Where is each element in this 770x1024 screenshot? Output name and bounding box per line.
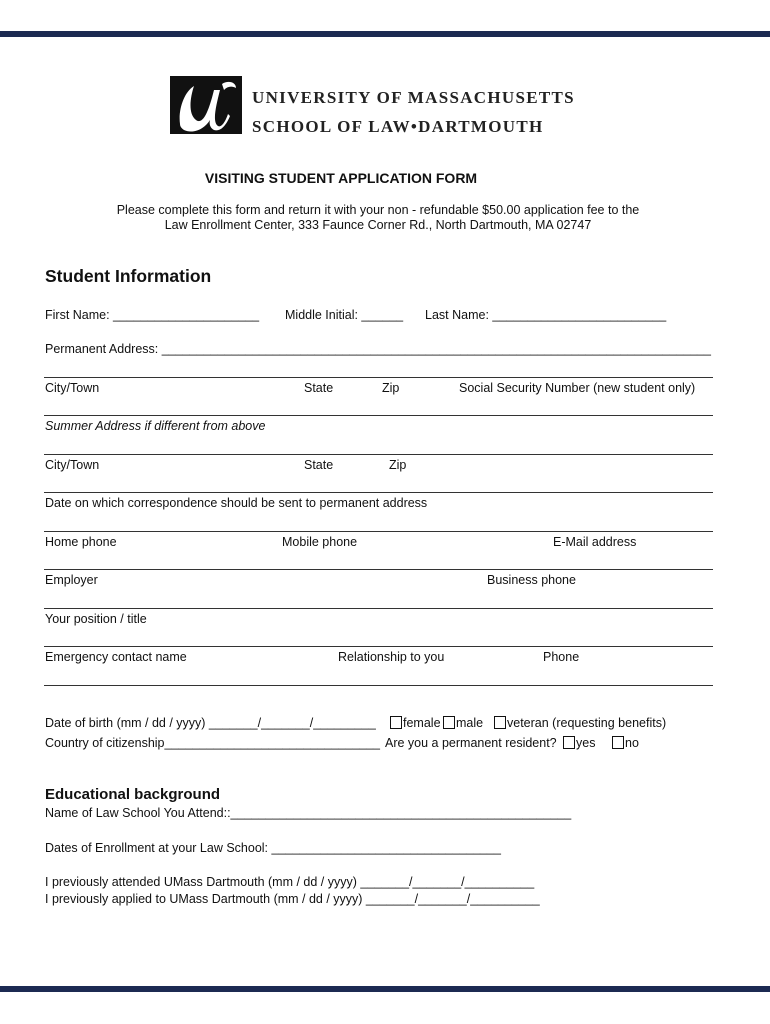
label-email: E-Mail address (553, 535, 637, 549)
label-city-town-2: City/Town (45, 458, 100, 472)
gender-female-option[interactable] (390, 716, 441, 730)
form-title: VISITING STUDENT APPLICATION FORM (204, 170, 478, 186)
label-summer-address: Summer Address if different from above (45, 419, 266, 433)
label-mobile-phone: Mobile phone (282, 535, 358, 549)
female-label: female (403, 716, 441, 730)
label-state: State (304, 381, 334, 395)
label-business-phone: Business phone (487, 573, 576, 587)
first-name-field[interactable]: First Name: _____________________ (45, 308, 260, 322)
male-checkbox[interactable] (443, 716, 455, 729)
yes-label: yes (576, 736, 596, 750)
label-zip: Zip (382, 381, 400, 395)
correspondence-line[interactable] (44, 531, 713, 532)
date-of-birth-field[interactable]: Date of birth (mm / dd / yyyy) _______/_______/_________ (45, 716, 376, 730)
label-emergency-contact: Emergency contact name (45, 650, 187, 664)
label-employer: Employer (45, 573, 98, 587)
country-of-citizenship-field[interactable]: Country of citizenship_______________________________ (45, 736, 381, 750)
top-border-bar (0, 31, 770, 37)
city-state-zip-line[interactable] (44, 415, 713, 416)
previously-attended-field[interactable]: I previously attended UMass Dartmouth (mm / dd / yyyy) _______/_______/__________ (45, 875, 535, 889)
instructions-line-1: Please complete this form and return it with your non - refundable $50.00 application fee to the (116, 203, 640, 217)
summer-address-line[interactable] (44, 454, 713, 455)
section-heading-student-information: Student Information (45, 266, 212, 286)
permanent-address-field[interactable]: Permanent Address: _______________________________________________________________________________ (45, 342, 711, 356)
resident-no-option[interactable] (612, 736, 639, 750)
female-checkbox[interactable] (390, 716, 402, 729)
resident-yes-option[interactable] (563, 736, 595, 750)
law-school-name-field[interactable]: Name of Law School You Attend::_________________________________________________ (45, 806, 572, 820)
yes-checkbox[interactable] (563, 736, 575, 749)
middle-initial-field[interactable]: Middle Initial: ______ (285, 308, 404, 322)
veteran-label: veteran (requesting benefits) (507, 716, 667, 730)
address-line[interactable] (44, 377, 713, 378)
phone-email-line[interactable] (44, 569, 713, 570)
label-permanent-resident: Are you a permanent resident? (385, 736, 557, 750)
logo-university-name: UNIVERSITY OF MASSACHUSETTS (252, 88, 575, 107)
no-label: no (625, 736, 639, 750)
veteran-option[interactable] (494, 716, 666, 730)
bottom-border-bar (0, 986, 770, 992)
section-heading-educational-background: Educational background (45, 786, 221, 803)
label-emergency-phone: Phone (543, 650, 580, 664)
male-label: male (456, 716, 484, 730)
previously-applied-field[interactable]: I previously applied to UMass Dartmouth (mm / dd / yyyy) _______/_______/__________ (45, 892, 540, 906)
label-zip-2: Zip (389, 458, 407, 472)
label-home-phone: Home phone (45, 535, 117, 549)
label-city-town: City/Town (45, 381, 100, 395)
instructions-line-2: Law Enrollment Center, 333 Faunce Corner Rd., North Dartmouth, MA 02747 (164, 218, 592, 232)
gender-male-option[interactable] (443, 716, 483, 730)
summer-city-line[interactable] (44, 492, 713, 493)
emergency-contact-line[interactable] (44, 685, 713, 686)
employer-line[interactable] (44, 608, 713, 609)
label-state-2: State (304, 458, 334, 472)
last-name-field[interactable]: Last Name: _________________________ (425, 308, 667, 322)
position-line[interactable] (44, 646, 713, 647)
enrollment-dates-field[interactable]: Dates of Enrollment at your Law School: _________________________________ (45, 841, 501, 855)
label-position-title: Your position / title (45, 612, 147, 626)
label-correspondence-date: Date on which correspondence should be sent to permanent address (45, 496, 428, 510)
label-relationship: Relationship to you (338, 650, 445, 664)
label-ssn: Social Security Number (new student only) (459, 381, 696, 395)
veteran-checkbox[interactable] (494, 716, 506, 729)
no-checkbox[interactable] (612, 736, 624, 749)
university-logo-mark (170, 76, 242, 134)
logo-school-name: SCHOOL OF LAW•DARTMOUTH (252, 117, 544, 136)
